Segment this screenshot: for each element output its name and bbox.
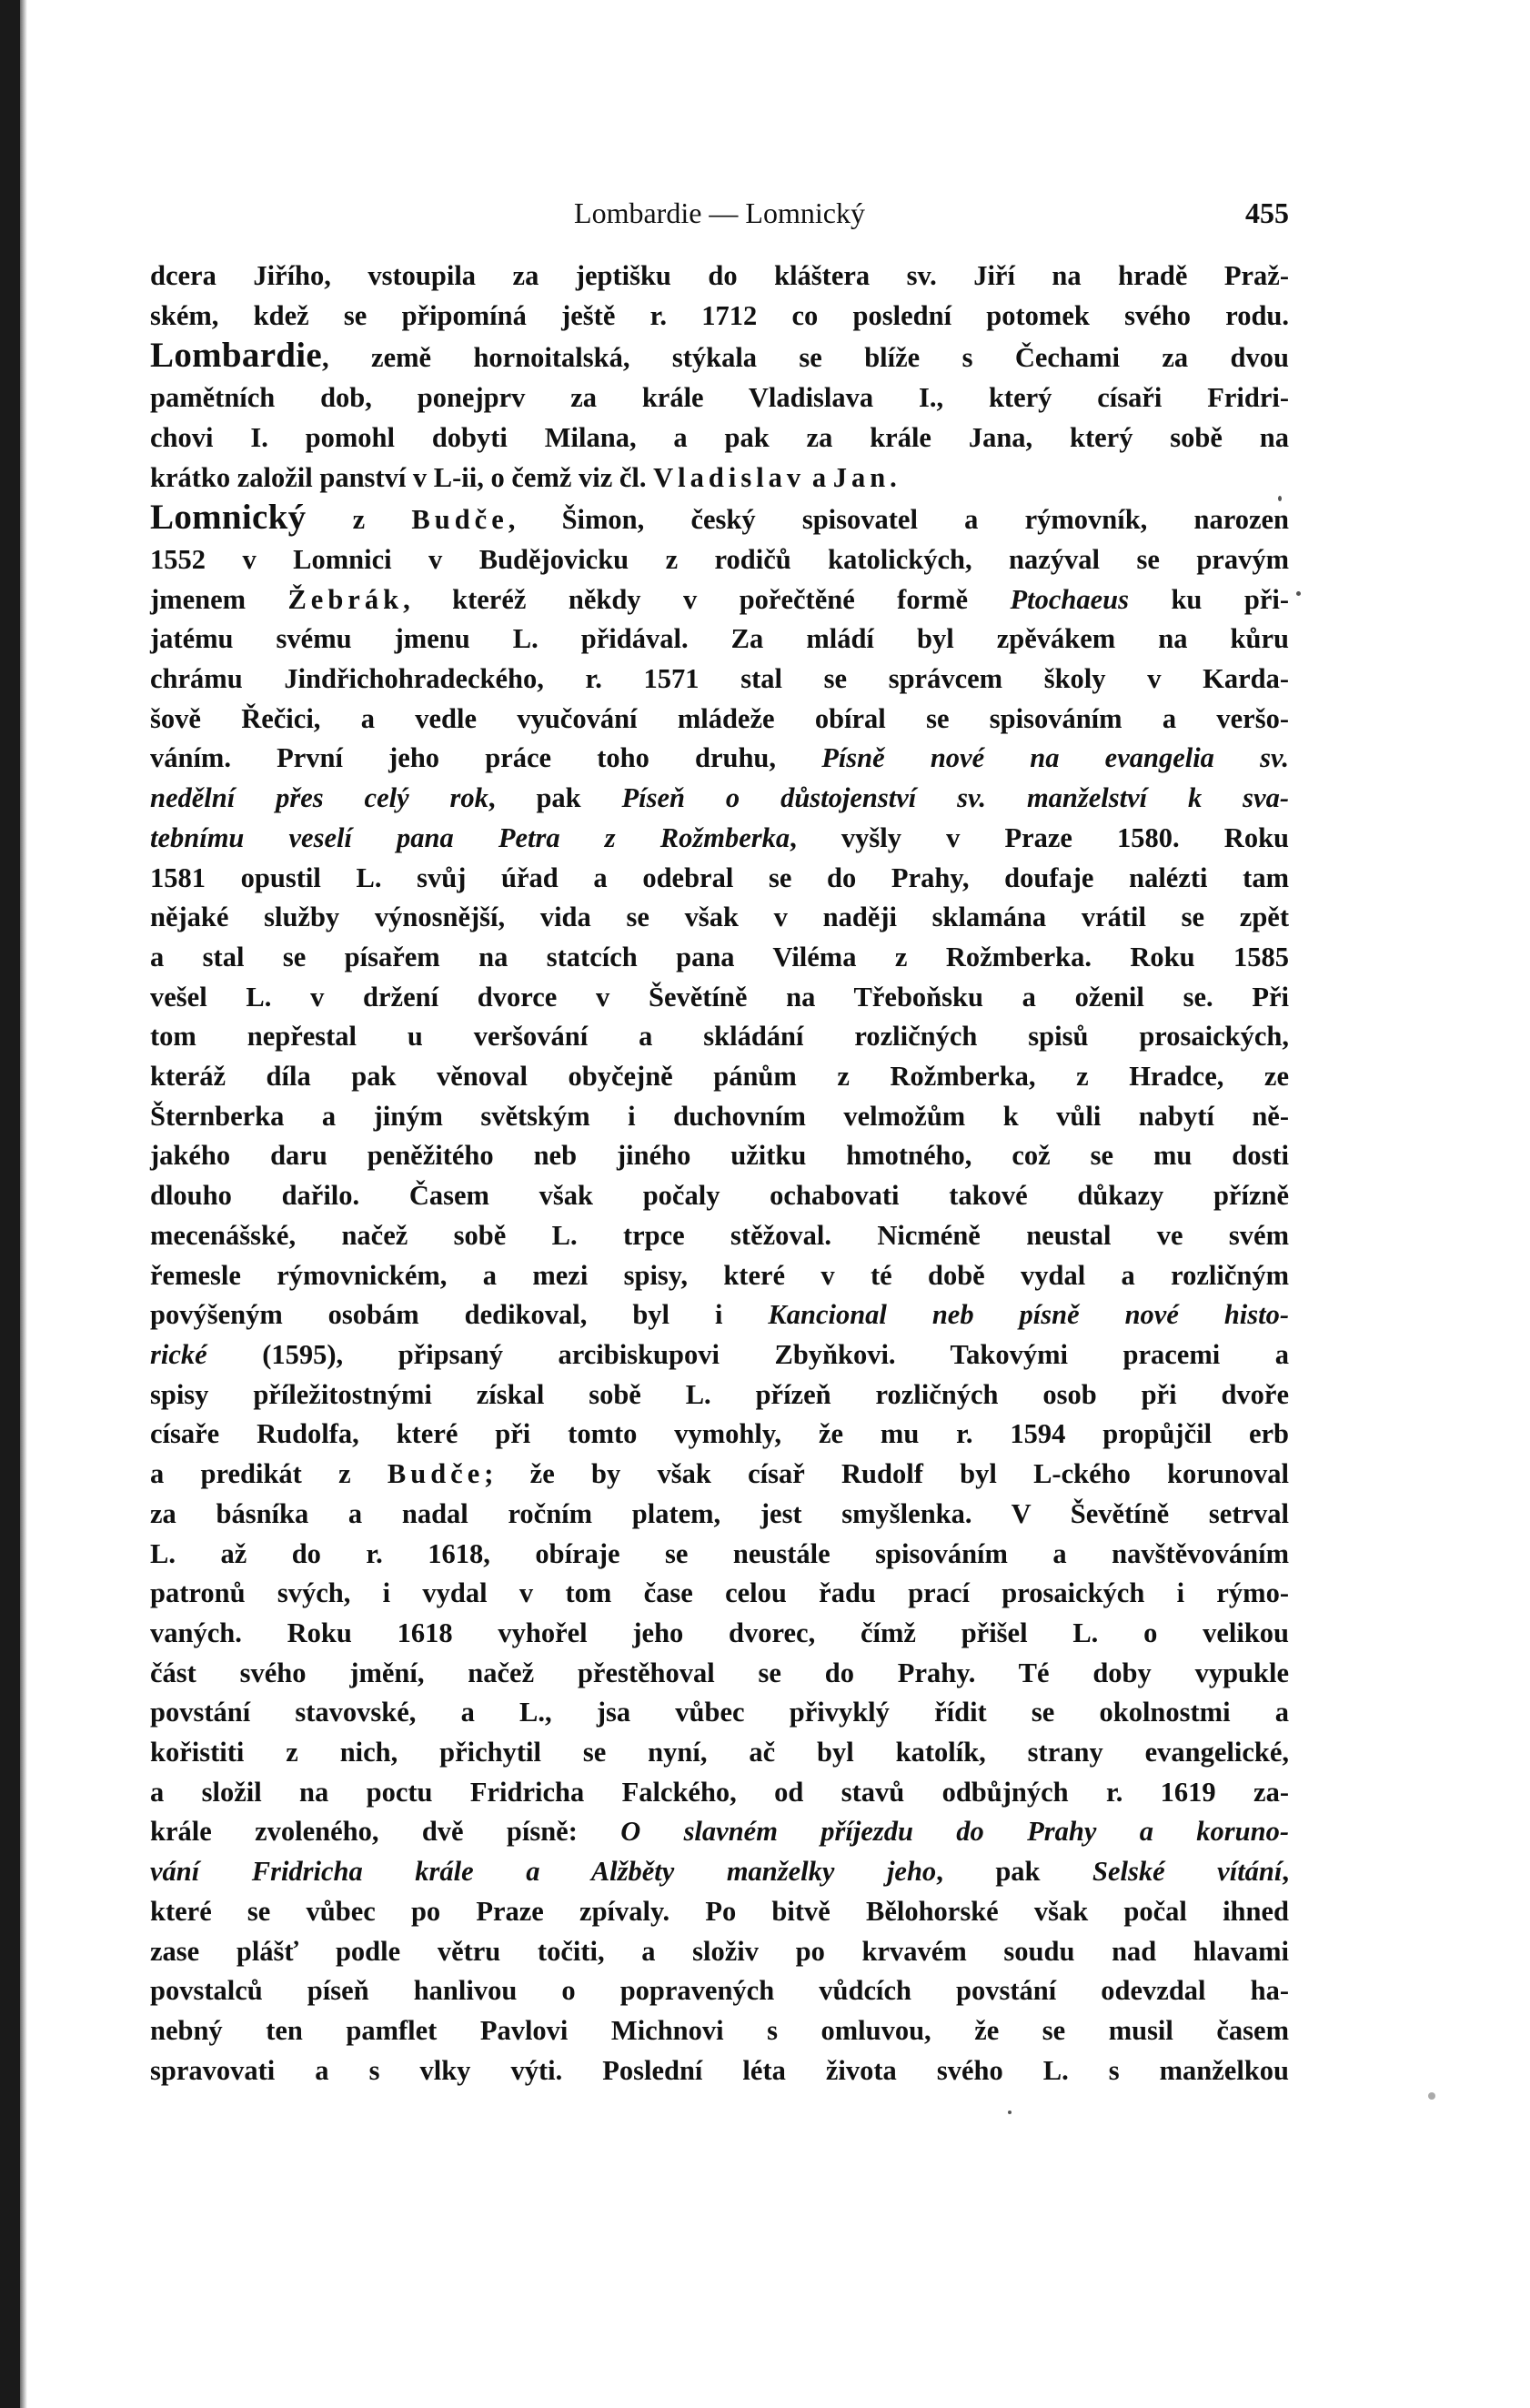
text-run: dcera Jiřího, vstoupila za jeptišku do kláštera sv. Jiří na hradě Praž-	[150, 260, 1289, 291]
text-run: , země hornoitalská, stýkala se blíže s Čechami za dvou	[322, 342, 1289, 374]
text-run: šově Řečici, a vedle vyučování mládeže obíral se spisováním a veršo-	[150, 702, 1289, 734]
text-line	[150, 1415, 1289, 1455]
text-line	[150, 1892, 1289, 1932]
text-line	[150, 1495, 1289, 1535]
text-run: spravovati a s vlky výti. Poslední léta života svého L. s manželkou	[150, 2054, 1289, 2086]
text-line	[150, 1971, 1289, 2011]
text-run: dlouho dařilo. Časem však počaly ochabovati takové důkazy přízně	[150, 1180, 1289, 1212]
text-run: nedělní přes celý rok	[150, 782, 488, 814]
text-run: Píseň o důstojenství sv. manželství k sva-	[621, 782, 1289, 814]
text-run: nějaké služby výnosnější, vida se však v naději sklamána vrátil se zpět	[150, 902, 1289, 933]
text-line	[150, 297, 1289, 337]
text-run: Šternberka a jiným světským i duchovním velmožům k vůli nabytí ně-	[150, 1100, 1289, 1132]
text-run: jmenem	[150, 583, 288, 615]
entry-headword: Lomnický	[150, 498, 307, 538]
text-run: , kteréž někdy v pořečtěné formě	[403, 583, 1011, 615]
scan-speck	[1428, 2092, 1435, 2100]
text-line	[150, 498, 1289, 540]
text-run: řemesle rýmovnickém, a mezi spisy, které v té době vydal a rozličným	[150, 1259, 1289, 1291]
text-run: Budče	[387, 1458, 485, 1490]
text-line	[150, 1614, 1289, 1654]
text-line	[150, 1097, 1289, 1137]
text-run: Písně nové na evangelia sv.	[821, 742, 1289, 774]
text-line	[150, 336, 1289, 378]
text-line	[150, 378, 1289, 418]
text-line	[150, 1375, 1289, 1416]
text-line	[150, 938, 1289, 978]
text-line	[150, 620, 1289, 660]
text-line	[150, 418, 1289, 458]
text-line	[150, 1455, 1289, 1495]
text-line	[150, 1256, 1289, 1296]
book-page	[150, 182, 1289, 2091]
text-line	[150, 1295, 1289, 1335]
text-run: část svého jmění, načež přestěhoval se do Prahy. Té doby vypukle	[150, 1657, 1289, 1688]
text-line	[150, 2011, 1289, 2051]
text-run: tom nepřestal u veršování a skládání rozličných spisů prosaických,	[150, 1021, 1289, 1053]
text-run: tebnímu veselí pana Petra z Rožmberka	[150, 821, 790, 853]
text-run: které se vůbec po Praze zpívaly. Po bitvě Bělohorské však počal ihned	[150, 1895, 1289, 1927]
text-run: Žebrák	[287, 583, 404, 615]
text-run: ; že by však císař Rudolf byl L-ckého korunoval	[484, 1458, 1289, 1490]
text-line	[150, 1136, 1289, 1176]
text-line	[150, 257, 1289, 297]
text-run: povstalců píseň hanlivou o popravených vůdcích povstání odevzdal ha-	[150, 1975, 1289, 2007]
text-line	[150, 819, 1289, 859]
text-run: O slavném příjezdu do Prahy a koruno-	[620, 1816, 1289, 1848]
text-run: ském, kdež se připomíná ještě r. 1712 co poslední potomek svého rodu.	[150, 299, 1289, 331]
text-line	[150, 1216, 1289, 1256]
text-line	[150, 1057, 1289, 1097]
text-run: ,	[1282, 1856, 1289, 1888]
text-run: Jan	[832, 461, 891, 493]
text-run: Budče	[411, 504, 508, 536]
text-run: pamětních dob, ponejprv za krále Vladislava I., který císaři Fridri-	[150, 382, 1289, 414]
text-run: vání Fridricha krále a Alžběty manželky jeho	[150, 1856, 937, 1888]
text-run: (1595), připsaný arcibiskupovi Zbyňkovi. Takovými pracemi a	[206, 1338, 1289, 1370]
text-run: rické	[150, 1338, 207, 1370]
text-run: 1552 v Lomnici v Budějovicku z rodičů katolických, nazýval se pravým	[150, 543, 1289, 575]
text-line	[150, 1654, 1289, 1694]
text-run: Vladislav	[653, 461, 806, 493]
text-line	[150, 660, 1289, 700]
text-run: chovi I. pomohl dobyti Milana, a pak za krále Jana, který sobě na	[150, 421, 1289, 453]
text-line	[150, 700, 1289, 740]
text-run: Kancional neb písně nové histo-	[768, 1299, 1290, 1331]
text-run: chrámu Jindřichohradeckého, r. 1571 stal se správcem školy v Karda-	[150, 663, 1289, 695]
text-run: vaných. Roku 1618 vyhořel jeho dvorec, čímž přišel L. o velikou	[150, 1617, 1289, 1648]
text-run: vešel L. v držení dvorce v Ševětíně na Třeboňsku a oženil se. Při	[150, 981, 1289, 1013]
encyclopedia-text	[150, 257, 1289, 2091]
text-run: kteráž díla pak věnoval obyčejně pánům z Rožmberka, z Hradce, ze	[150, 1061, 1289, 1093]
text-run: L. až do r. 1618, obíraje se neustále spisováním a navštěvováním	[150, 1537, 1289, 1569]
text-run: váním. První jeho práce toho druhu,	[150, 742, 822, 774]
text-run: spisy příležitostnými získal sobě L. přízeň rozličných osob při dvoře	[150, 1378, 1289, 1410]
text-run: a složil na poctu Fridricha Falckého, od stavů odbůjných r. 1619 za-	[150, 1776, 1289, 1808]
text-run: jatému svému jmenu L. přidával. Za mládí byl zpěvákem na kůru	[150, 623, 1289, 655]
text-run: , pak	[936, 1856, 1093, 1888]
text-line	[150, 1535, 1289, 1575]
text-line	[150, 779, 1289, 819]
text-run: ku při-	[1129, 583, 1289, 615]
text-run: jakého daru peněžitého neb jiného užitku hmotného, což se mu dosti	[150, 1140, 1289, 1172]
text-run: , pak	[488, 782, 622, 814]
text-line	[150, 898, 1289, 938]
text-run: a stal se písařem na statcích pana Viléma z Rožmberka. Roku 1585	[150, 941, 1289, 972]
text-run: krále zvoleného, dvě písně:	[150, 1816, 621, 1848]
text-run: , vyšly v Praze 1580. Roku	[790, 821, 1289, 853]
text-line	[150, 739, 1289, 779]
text-run: povýšeným osobám dedikoval, byl i	[150, 1299, 769, 1331]
scan-border	[0, 0, 20, 2408]
text-run: zase plášť podle větru točiti, a složiv po krvavém soudu nad hlavami	[150, 1935, 1289, 1967]
text-run: krátko založil panství v L-ii, o čemž viz čl.	[150, 461, 654, 493]
text-run: kořistiti z nich, přichytil se nyní, ač byl katolík, strany evangelické,	[150, 1737, 1289, 1768]
text-run: 1581 opustil L. svůj úřad a odebral se do Prahy, doufaje nalézti tam	[150, 861, 1289, 893]
text-run: .	[890, 461, 897, 493]
text-line	[150, 1773, 1289, 1813]
text-line	[150, 1335, 1289, 1375]
running-head-title: Lombardie — Lomnický	[574, 196, 865, 229]
text-line	[150, 978, 1289, 1018]
text-line	[150, 859, 1289, 899]
entry-headword: Lombardie	[150, 336, 323, 376]
text-run: Ptochaeus	[1010, 583, 1130, 615]
text-line	[150, 1932, 1289, 1972]
text-line	[150, 580, 1289, 620]
text-line	[150, 540, 1289, 580]
text-run: Selské vítání	[1092, 1856, 1283, 1888]
text-line	[150, 458, 1289, 499]
text-run: a predikát z	[150, 1458, 388, 1490]
running-head	[150, 182, 1289, 237]
text-line	[150, 1176, 1289, 1216]
scan-speck	[1278, 496, 1282, 501]
text-line	[150, 1017, 1289, 1057]
text-run: patronů svých, i vydal v tom čase celou řadu prací prosaických i rýmo-	[150, 1577, 1289, 1609]
page-number: 455	[1245, 196, 1289, 229]
text-run: nebný ten pamflet Pavlovi Michnovi s omluvou, že se musil časem	[150, 2014, 1289, 2046]
text-run: z	[306, 504, 412, 536]
text-line	[150, 2051, 1289, 2091]
text-run: za básníka a nadal ročním platem, jest smyšlenka. V Ševětíně setrval	[150, 1497, 1289, 1529]
text-run: , Šimon, český spisovatel a rýmovník, narozen	[508, 504, 1289, 536]
scan-speck	[1008, 2111, 1012, 2114]
text-line	[150, 1574, 1289, 1614]
text-run: mecenášské, načež sobě L. trpce stěžoval. Nicméně neustal ve svém	[150, 1219, 1289, 1251]
scan-border-shade	[20, 0, 27, 2408]
text-line	[150, 1693, 1289, 1733]
text-run: císaře Rudolfa, které při tomto vymohly, že mu r. 1594 propůjčil erb	[150, 1418, 1289, 1450]
text-line	[150, 1733, 1289, 1773]
text-line	[150, 1852, 1289, 1892]
text-run: a	[805, 461, 833, 493]
text-line	[150, 1812, 1289, 1852]
text-run: povstání stavovské, a L., jsa vůbec přivyklý řídit se okolnostmi a	[150, 1697, 1289, 1728]
scan-speck	[1296, 591, 1301, 596]
